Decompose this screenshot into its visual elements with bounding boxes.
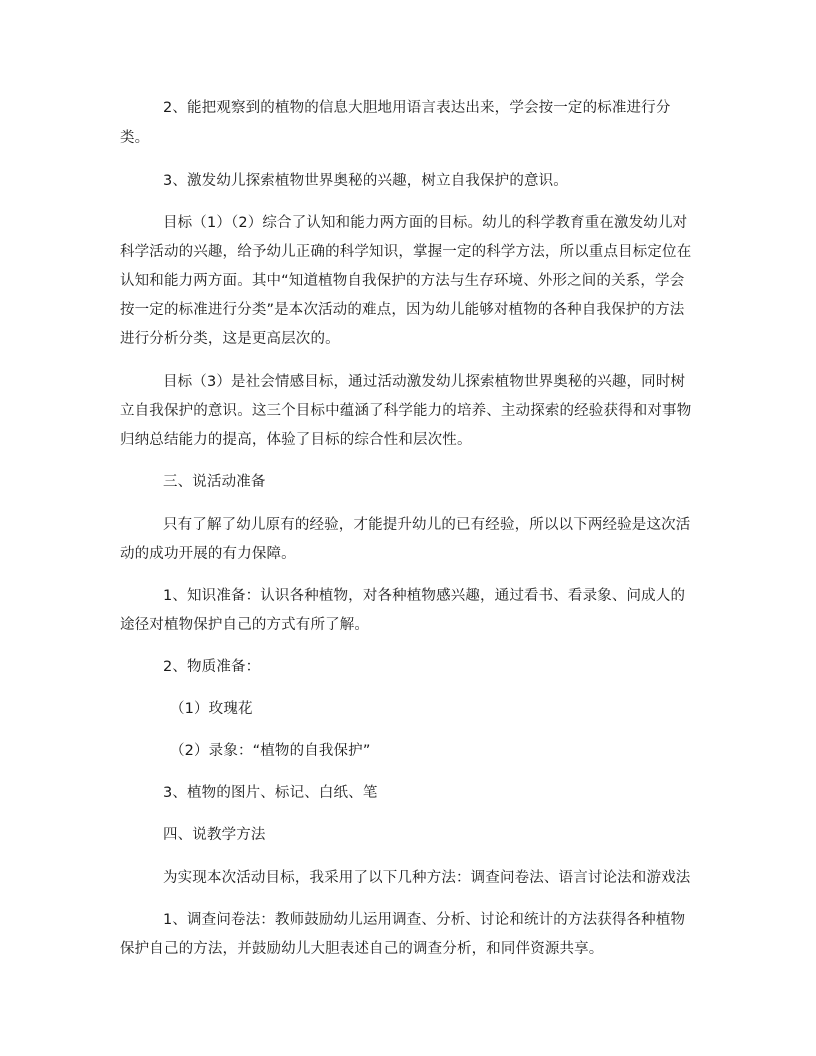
list-item: （1）玫瑰花 bbox=[170, 701, 253, 717]
text-line: 1、调查问卷法：教师鼓励幼儿运用调查、分析、讨论和统计的方法获得各种植物 bbox=[163, 912, 686, 928]
list-item: （2）录象：“植物的自我保护” bbox=[170, 743, 371, 759]
text-line: 归纳总结能力的提高，体验了目标的综合性和层次性。 bbox=[120, 432, 472, 448]
text-line: 为实现本次活动目标，我采用了以下几种方法：调查问卷法、语言讨论法和游戏法 bbox=[163, 870, 691, 886]
text-line: 动的成功开展的有力保障。 bbox=[120, 546, 296, 562]
text-line: 认知和能力两方面。其中“知道植物自我保护的方法与生存环境、外形之间的关系，学会 bbox=[120, 273, 685, 289]
text-line: 2、物质准备： bbox=[163, 659, 261, 675]
text-line: 3、激发幼儿探索植物世界奥秘的兴趣，树立自我保护的意识。 bbox=[163, 173, 568, 189]
text-line: 保护自己的方法，并鼓励幼儿大胆表述自己的调查分析，和同伴资源共享。 bbox=[120, 941, 604, 957]
text-line: 进行分析分类，这是更高层次的。 bbox=[120, 331, 340, 347]
text-line: 2、能把观察到的植物的信息大胆地用语言表达出来，学会按一定的标准进行分 bbox=[163, 100, 671, 116]
text-line: 按一定的标准进行分类”是本次活动的难点，因为幼儿能够对植物的各种自我保护的方法 bbox=[120, 302, 685, 318]
list-item: 3、植物的图片、标记、白纸、笔 bbox=[163, 785, 378, 801]
section-heading: 四、说教学方法 bbox=[163, 827, 266, 843]
text-line: 立自我保护的意识。这三个目标中蕴涵了科学能力的培养、主动探索的经验获得和对事物 bbox=[120, 403, 692, 419]
text-line: 目标（3）是社会情感目标，通过活动激发幼儿探索植物世界奥秘的兴趣，同时树 bbox=[163, 374, 686, 390]
text-line: 类。 bbox=[120, 130, 150, 146]
text-line: 途径对植物保护自己的方式有所了解。 bbox=[120, 617, 370, 633]
text-line: 目标（1）（2）综合了认知和能力两方面的目标。幼儿的科学教育重在激发幼儿对 bbox=[163, 215, 688, 231]
section-heading: 三、说活动准备 bbox=[163, 474, 266, 490]
text-line: 科学活动的兴趣，给予幼儿正确的科学知识，掌握一定的科学方法，所以重点目标定位在 bbox=[120, 244, 692, 260]
text-line: 1、知识准备：认识各种植物，对各种植物感兴趣，通过看书、看录象、问成人的 bbox=[163, 588, 686, 604]
text-line: 只有了解了幼儿原有的经验，才能提升幼儿的已有经验，所以以下两经验是这次活 bbox=[163, 517, 691, 533]
